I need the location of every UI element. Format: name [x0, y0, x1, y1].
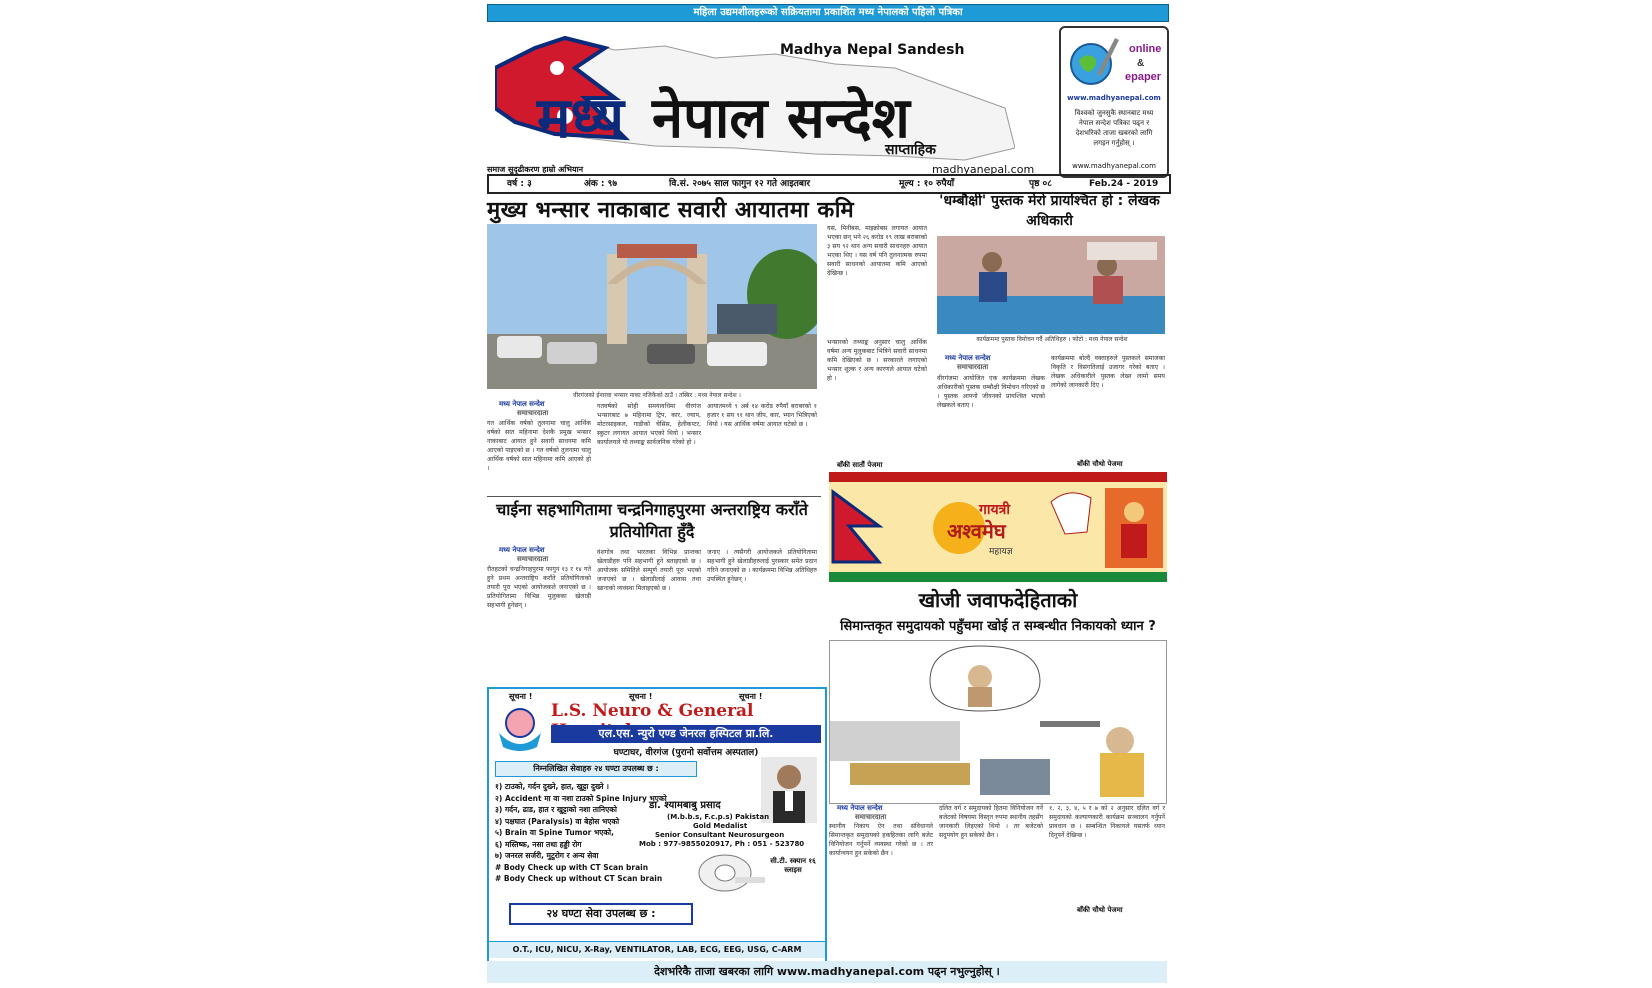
right-headline: 'धम्बौक्षी' पुस्तक मेरो प्रायश्चित हो : लेखक अधिकारी: [939, 193, 1160, 229]
lead-col4b: भन्सारको तथ्याङ्क अनुसार चालु आर्थिक वर्षमा अन्य मुलुकबाट भित्रिने सवारी साधनमा कमि देखिएको छ । सरकारले लगाएको भन्सार शुल्क र अन्य कारणले आयात घटेको हो ।: [827, 339, 927, 382]
service-item: १) टाउको, गर्दन दुख्ने, हात, खुट्टा दुख्ने ।: [495, 782, 610, 791]
second-byline-sub: समाचारदाता: [517, 555, 549, 563]
divider: [487, 496, 821, 497]
masthead-weekly: साप्ताहिक: [885, 142, 936, 158]
lead-col4: यस, मिनीबस, माइक्रोबस लगायत आयात भएका छन् भने २६ करोड १९ लाख बराबरको ३ सय ९२ थान अन्य सवारी साधनहरु आयात भएका थिए । यस वर्ष पनि तुलनात्मक रुपमा सवारी साधनको आयातमा कमि आएको देखिन्छ ।: [827, 225, 927, 277]
issue-number: अंक : ९७: [584, 179, 618, 189]
yagya-line3: महायज्ञ: [989, 547, 1013, 557]
masthead-title-np-part2: नेपाल सन्देश: [652, 85, 910, 151]
doctor-name: डा. श्यामबाबु प्रसाद: [649, 800, 721, 811]
right-col2: कार्यक्रममा बोल्दै वक्ताहरुले पुस्तकले समाजका विकृति र विसंगतिलाई उजागर गरेको बताए । लेखक अधिकारीले पुस्तक लेख्न लामो समय लागेको जानकारी दिए ।: [1051, 355, 1165, 389]
right-byline-sub: समाचारदाता: [957, 363, 989, 371]
service-item: २) Accident मा वा नशा टाउको Spine Injury भएको: [495, 793, 667, 803]
doctor-photo: [761, 757, 817, 823]
third-byline: मध्य नेपाल सन्देश: [837, 804, 883, 812]
masthead-title-en: Madhya Nepal Sandesh: [780, 42, 965, 58]
lead-photo-caption: वीरगंजको ईनारवा भन्सार नाका नजिकैको ठाउँ । तस्बिर : मध्य नेपाल सन्देश ।: [573, 392, 741, 399]
lead-col3: आयातमध्ये ९ अर्ब १४ करोड रुपैयाँ बराबरको १ हजार १ सय ९१ थान जीप, कार, भ्यान भित्रिएको थियो । यस आर्थिक वर्षमा आयात घटेको छ ।: [707, 403, 817, 428]
right-continued: बाँकी चौथो पेजमा: [1077, 460, 1123, 468]
right-col1: वीरगंजमा आयोजित एक कार्यक्रममा लेखक अधिकारीको पुस्तक धम्बौक्षी विमोचन गरिएको छ । पुस्तक आफ्नो जीवनको प्रायश्चित भएको लेखकले बताए ।: [937, 375, 1045, 409]
doctor-phone: Mob : 977-9855020917, Ph : 051 - 523780: [639, 840, 805, 848]
lead-byline-sub: समाचारदाता: [517, 409, 549, 417]
hospital-name-en: L.S. Neuro & General: [551, 701, 754, 721]
service-item: ५) Brain वा Spine Tumor भएको,: [495, 828, 614, 837]
issue-price: मूल्य : १० रुपैयाँ: [899, 179, 955, 189]
third-col2: दलित वर्ग र समुदायको हितमा विनियोजन गर्ने बजेटको विषयमा विस्तृत रुपमा स्थानीय तहसँग जानकारी लिइएको थियो । तर बजेटको सदुपयोग हुन सकेको छैन ।: [939, 805, 1043, 839]
brain-hands-icon: [493, 703, 547, 753]
hospital-notice-3: सूचना !: [739, 692, 763, 701]
second-byline: मध्य नेपाल सन्देश: [499, 546, 545, 554]
masthead-site: madhyanepal.com: [932, 163, 1035, 176]
service-item: ७) जनरल सर्जरी, मुटुरोग र अन्य सेवा: [495, 851, 599, 860]
masthead-title-np-part1: मध्य: [537, 85, 625, 151]
epaper-online-label: online: [1129, 43, 1161, 55]
hospital-ad[interactable]: [487, 687, 827, 963]
service-item: # Body Check up with CT Scan brain: [495, 862, 649, 872]
hospital-emergency: निम्नलिखित सेवाहरु २४ घण्टा उपलब्ध छ :: [495, 761, 697, 777]
third-kicker: खोजी जवाफदेहिताको: [918, 588, 1078, 612]
service-item: ६) मस्तिष्क, नसा तथा हड्डी रोग: [495, 839, 582, 849]
service-item: # Body Check up without CT Scan brain: [495, 874, 663, 883]
third-continued: बाँकी चौथो पेजमा: [1077, 906, 1123, 914]
hospital-address: घण्टाघर, वीरगंज (पुरानो सर्वोत्तम अस्पताल): [613, 748, 759, 758]
epaper-text: विश्वको जुनसुकै स्थानबाट मध्य नेपाल सन्देश पत्रिका पढ्न र देशभरिको ताजा खबरको लागि लगइन गर्नुहोस् ।: [1074, 109, 1154, 147]
hospital-24hr: २४ घण्टा सेवा उपलब्ध छ :: [509, 903, 693, 925]
second-col3: जनाए । त्यसैगरी आयोजकले प्रतियोगितामा सहभागी हुने खेलाडीहरुलाई पुरस्कार समेत प्रदान गरिने जनाएको छ । कार्यक्रममा विभिन्न अतिथिहरु उपस्थित हुनेछन् ।: [707, 549, 817, 583]
epaper-box[interactable]: [1059, 26, 1169, 178]
epaper-url[interactable]: www.madhyanepal.com: [1067, 94, 1161, 102]
hospital-notice-2: सूचना !: [629, 692, 653, 701]
yagya-line2: अश्वमेघ: [947, 519, 1006, 543]
right-photo-caption: कार्यक्रममा पुस्तक विमोचन गर्दै अतिथिहरु । फोटो : मध्य नेपाल सन्देश: [976, 336, 1128, 343]
top-banner: महिला उद्यमशीलहरूको सक्रियतामा प्रकाशित मध्य नेपालको पहिलो पत्रिका: [487, 4, 1169, 22]
epaper-amp-label: &: [1137, 58, 1145, 69]
masthead: [487, 24, 1057, 174]
lead-headline: मुख्य भन्सार नाकाबाट सवारी आयातमा कमि: [487, 198, 855, 223]
right-photo: [937, 236, 1165, 334]
doctor-medal: Gold Medalist: [693, 822, 748, 830]
hospital-notice-1: सूचना !: [509, 692, 533, 701]
yagya-ad[interactable]: [829, 472, 1167, 582]
right-byline: मध्य नेपाल सन्देश: [945, 354, 991, 362]
masthead-tagline: समाज सुदृढीकरण हाम्रो अभियान: [487, 165, 584, 174]
newspaper-page: [487, 4, 1171, 988]
third-byline-sub: समाचारदाता: [855, 813, 887, 821]
second-col1: रौतहटको चन्द्रनिगाहपुरमा फागुन १३ र १४ गते हुने प्रथम अन्तराष्ट्रिय कराँते प्रतियोगिताको तयारी पूरा भएको आयोजकले जनाएको छ । प्रतियोगितामा विभिन्न मुलुकका खेलाडी सहभागी हुनेछन् ।: [487, 566, 591, 609]
issue-date-np: वि.सं. २०७५ साल फागुन १२ गते आइतबार: [669, 179, 811, 189]
issue-date-en: Feb.24 - 2019: [1089, 179, 1159, 189]
cartoon-illustration: [829, 640, 1167, 804]
issue-pages: पृष्ठ ०८: [1029, 179, 1052, 189]
globe-quill-icon: [1067, 34, 1161, 94]
service-item: ४) पक्षघात (Paralysis) वा बेहोस भएको: [495, 816, 620, 826]
ct-scan-label: सी.टी. स्क्यान १६ स्लाइस: [770, 857, 816, 874]
third-col1: स्थानीय निकाय ऐन तथा संविधानले सिमान्तकृत समुदायको हकहितका लागि बजेट विनियोजन गर्नुपर्ने व्यवस्था गरेको छ । तर कार्यान्वयन हुन सकेको छैन ।: [829, 823, 933, 857]
doctor-degree: (M.b.b.s, F.c.p.s) Pakistan: [667, 813, 770, 821]
hospital-facilities: O.T., ICU, NICU, X-Ray, VENTILATOR, LAB, ECG, EEG, USG, C-ARM: [489, 941, 825, 958]
issue-year: वर्ष : ३: [507, 179, 532, 189]
epaper-epaper-label: epaper: [1125, 71, 1161, 83]
lead-byline: मध्य नेपाल सन्देश: [499, 400, 545, 408]
third-col3: १, २, ३, ४, ५ र ७ को २ अनुसार दलित वर्ग र समुदायको कल्याणकारी कार्यक्रम सञ्चालन गर्नुपर्ने प्रावधान छ । सम्बन्धित निकायले यसतर्फ ध्यान दिनुपर्ने देखिन्छ ।: [1049, 805, 1165, 839]
epaper-bottom-url[interactable]: www.madhyanepal.com: [1072, 162, 1156, 170]
lead-photo: [487, 224, 817, 389]
second-col2: वंशगोत्र तथा भारतका विभिन्न प्रान्तका खेलाडीहरु पनि सहभागी हुने बताइएको छ । आयोजक समितिले सम्पूर्ण तयारी पूरा भएको जनाएको छ । खेलाडीलाई आवास तथा खानाको व्यवस्था मिलाइएको छ ।: [597, 549, 701, 592]
footer-banner[interactable]: देशभरिकै ताजा खबरका लागि www.madhyanepal.com पढ्न नभुल्नुहोस् ।: [487, 961, 1167, 983]
second-headline: चाईना सहभागितामा चन्द्रनिगाहपुरमा अन्तराष्ट्रिय कराँते प्रतियोगिता हुँदै: [496, 500, 808, 541]
hospital-name-np: एल.एस. न्युरो एण्ड जेनरल हस्पिटल प्रा.लि.: [551, 725, 821, 743]
ct-scanner-icon: [695, 851, 765, 895]
third-headline: सिमान्तकृत समुदायको पहुँचमा खोई त सम्बन्धीत निकायको ध्यान ?: [840, 619, 1156, 634]
yagya-line1: गायत्री: [979, 502, 1010, 518]
lead-col2: गतवर्षको सोही समयावधिमा वीरगंज भन्सारबाट ७ महिनामा ट्रिप, कार, ज्याप, मोटरसाइकल, गाडीको चेसिस, हेलीकप्टर, स्कुटर लगायत आयात भएको थियो । भन्सार कार्यालयले यो तथ्याङ्क सार्वजनिक गरेको हो ।: [597, 403, 701, 446]
service-item: ३) गर्दन, ढाड, हात र खुट्टाको नशा तानिएको: [495, 805, 617, 814]
lead-col1: गत आर्थिक वर्षको तुलनामा चालु आर्थिक वर्षको सात महिनामा देशकै प्रमुख भन्सार नाकाबाट आयात हुने सवारी साधनमा कमि आएको पाइएको छ । गत वर्षको तुलनामा चालु आर्थिक वर्षको सात महिनामा कमि आएको हो ।: [487, 420, 591, 472]
lead-continued: बाँकी सातौं पेजमा: [837, 461, 883, 469]
doctor-title: Senior Consultant Neurosurgeon: [655, 831, 785, 839]
